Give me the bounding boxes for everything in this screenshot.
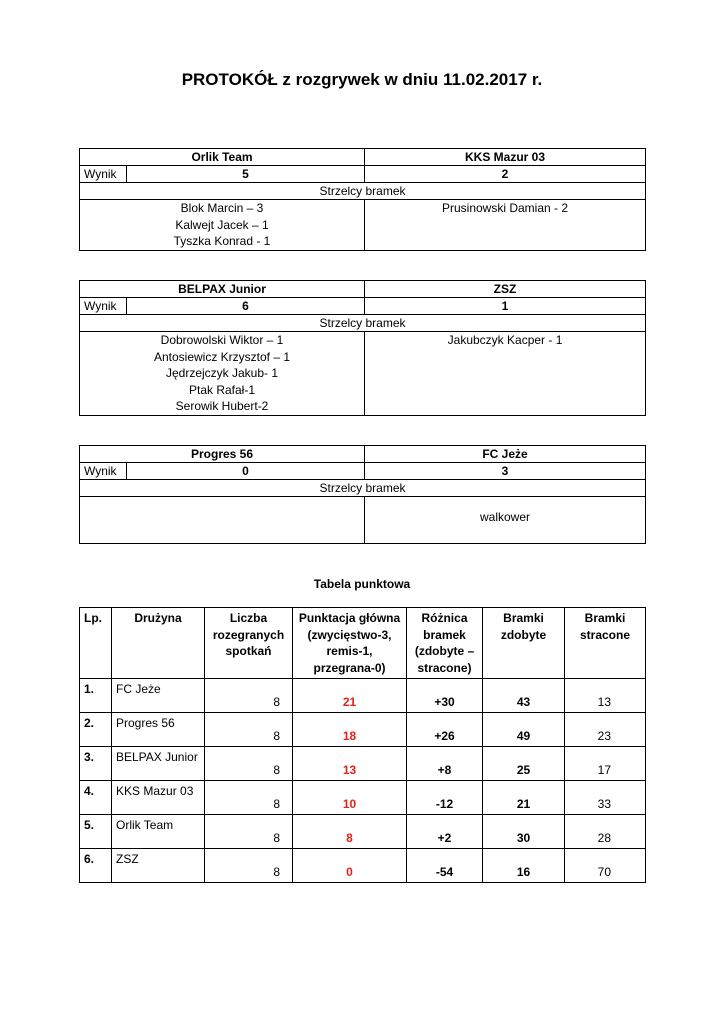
table-row [80, 713, 646, 747]
row-team: BELPAX Junior [112, 747, 205, 781]
row-diff: +2 [407, 815, 483, 849]
row-scored: 25 [483, 747, 565, 781]
home-team: Orlik Team [80, 149, 365, 166]
scorer: Antosiewicz Krzysztof – 1 [153, 349, 291, 364]
away-team: KKS Mazur 03 [365, 149, 646, 166]
home-scorers [80, 332, 365, 416]
row-scored: 30 [483, 815, 565, 849]
scorer: Ptak Rafał-1 [188, 382, 256, 397]
row-points: 8 [293, 815, 407, 849]
row-conceded: 17 [565, 747, 646, 781]
row-team: Progres 56 [112, 713, 205, 747]
scorer: Tyszka Konrad - 1 [173, 234, 271, 248]
row-conceded: 23 [565, 713, 646, 747]
standings-table [79, 607, 646, 883]
row-team: KKS Mazur 03 [112, 781, 205, 815]
result-label: Wynik [80, 463, 127, 480]
scorer: Kalwejt Jacek – 1 [175, 217, 269, 232]
row-played: 8 [205, 849, 293, 883]
scorer: Dobrowolski Wiktor – 1 [160, 333, 284, 347]
row-lp: 1. [80, 679, 112, 713]
row-lp: 2. [80, 713, 112, 747]
home-team: Progres 56 [80, 446, 365, 463]
scorers-label: Strzelcy bramek [80, 315, 646, 332]
result-label: Wynik [80, 166, 127, 183]
away-scorers [365, 497, 646, 544]
row-points: 0 [293, 849, 407, 883]
row-scored: 49 [483, 713, 565, 747]
header-diff: Różnica bramek (zdobyte – stracone) [407, 608, 483, 679]
row-diff: -12 [407, 781, 483, 815]
home-scorers [80, 497, 365, 544]
scorer: Jędrzejczyk Jakub- 1 [165, 366, 279, 380]
header-points: Punktacja główna (zwycięstwo-3, remis-1, przegrana-0) [293, 608, 407, 679]
home-team: BELPAX Junior [80, 281, 365, 298]
row-lp: 5. [80, 815, 112, 849]
row-diff: +26 [407, 713, 483, 747]
row-points: 10 [293, 781, 407, 815]
scorer: Prusinowski Damian - 2 [441, 201, 569, 215]
row-played: 8 [205, 781, 293, 815]
away-scorers [365, 332, 646, 416]
row-team: Orlik Team [112, 815, 205, 849]
table-row [80, 849, 646, 883]
row-conceded: 70 [565, 849, 646, 883]
row-diff: +8 [407, 747, 483, 781]
header-scored: Bramki zdobyte [483, 608, 565, 679]
row-lp: 4. [80, 781, 112, 815]
scorer: Jakubczyk Kacper - 1 [447, 333, 563, 347]
home-score: 6 [127, 298, 365, 315]
scorers-label: Strzelcy bramek [80, 480, 646, 497]
row-played: 8 [205, 815, 293, 849]
row-lp: 6. [80, 849, 112, 883]
match-table-3 [79, 445, 646, 544]
row-lp: 3. [80, 747, 112, 781]
row-points: 13 [293, 747, 407, 781]
table-row [80, 679, 646, 713]
document-title: PROTOKÓŁ z rozgrywek w dniu 11.02.2017 r. [181, 70, 543, 89]
row-played: 8 [205, 679, 293, 713]
standings-title: Tabela punktowa [313, 577, 411, 591]
home-score: 0 [127, 463, 365, 480]
header-played: Liczba rozegranych spotkań [205, 608, 293, 679]
row-points: 21 [293, 679, 407, 713]
row-played: 8 [205, 747, 293, 781]
row-conceded: 33 [565, 781, 646, 815]
table-row [80, 815, 646, 849]
walkover-note: walkower [480, 510, 531, 524]
match-table-2 [79, 280, 646, 416]
table-row [80, 747, 646, 781]
scorers-label: Strzelcy bramek [80, 183, 646, 200]
scorer: Serowik Hubert-2 [175, 399, 269, 413]
away-team: FC Jeże [365, 446, 646, 463]
row-played: 8 [205, 713, 293, 747]
scorer: Blok Marcin – 3 [180, 201, 264, 215]
row-diff: -54 [407, 849, 483, 883]
row-scored: 21 [483, 781, 565, 815]
standings-header-row [80, 608, 646, 679]
home-score: 5 [127, 166, 365, 183]
header-conceded: Bramki stracone [565, 608, 646, 679]
header-lp: Lp. [80, 608, 112, 679]
table-row [80, 781, 646, 815]
row-team: FC Jeże [112, 679, 205, 713]
away-team: ZSZ [365, 281, 646, 298]
row-conceded: 13 [565, 679, 646, 713]
match-table-1 [79, 148, 646, 251]
away-score: 3 [365, 463, 646, 480]
row-scored: 16 [483, 849, 565, 883]
row-points: 18 [293, 713, 407, 747]
away-score: 2 [365, 166, 646, 183]
row-team: ZSZ [112, 849, 205, 883]
result-label: Wynik [80, 298, 127, 315]
away-scorers [365, 200, 646, 251]
row-conceded: 28 [565, 815, 646, 849]
home-scorers [80, 200, 365, 251]
row-scored: 43 [483, 679, 565, 713]
header-team: Drużyna [112, 608, 205, 679]
row-diff: +30 [407, 679, 483, 713]
away-score: 1 [365, 298, 646, 315]
